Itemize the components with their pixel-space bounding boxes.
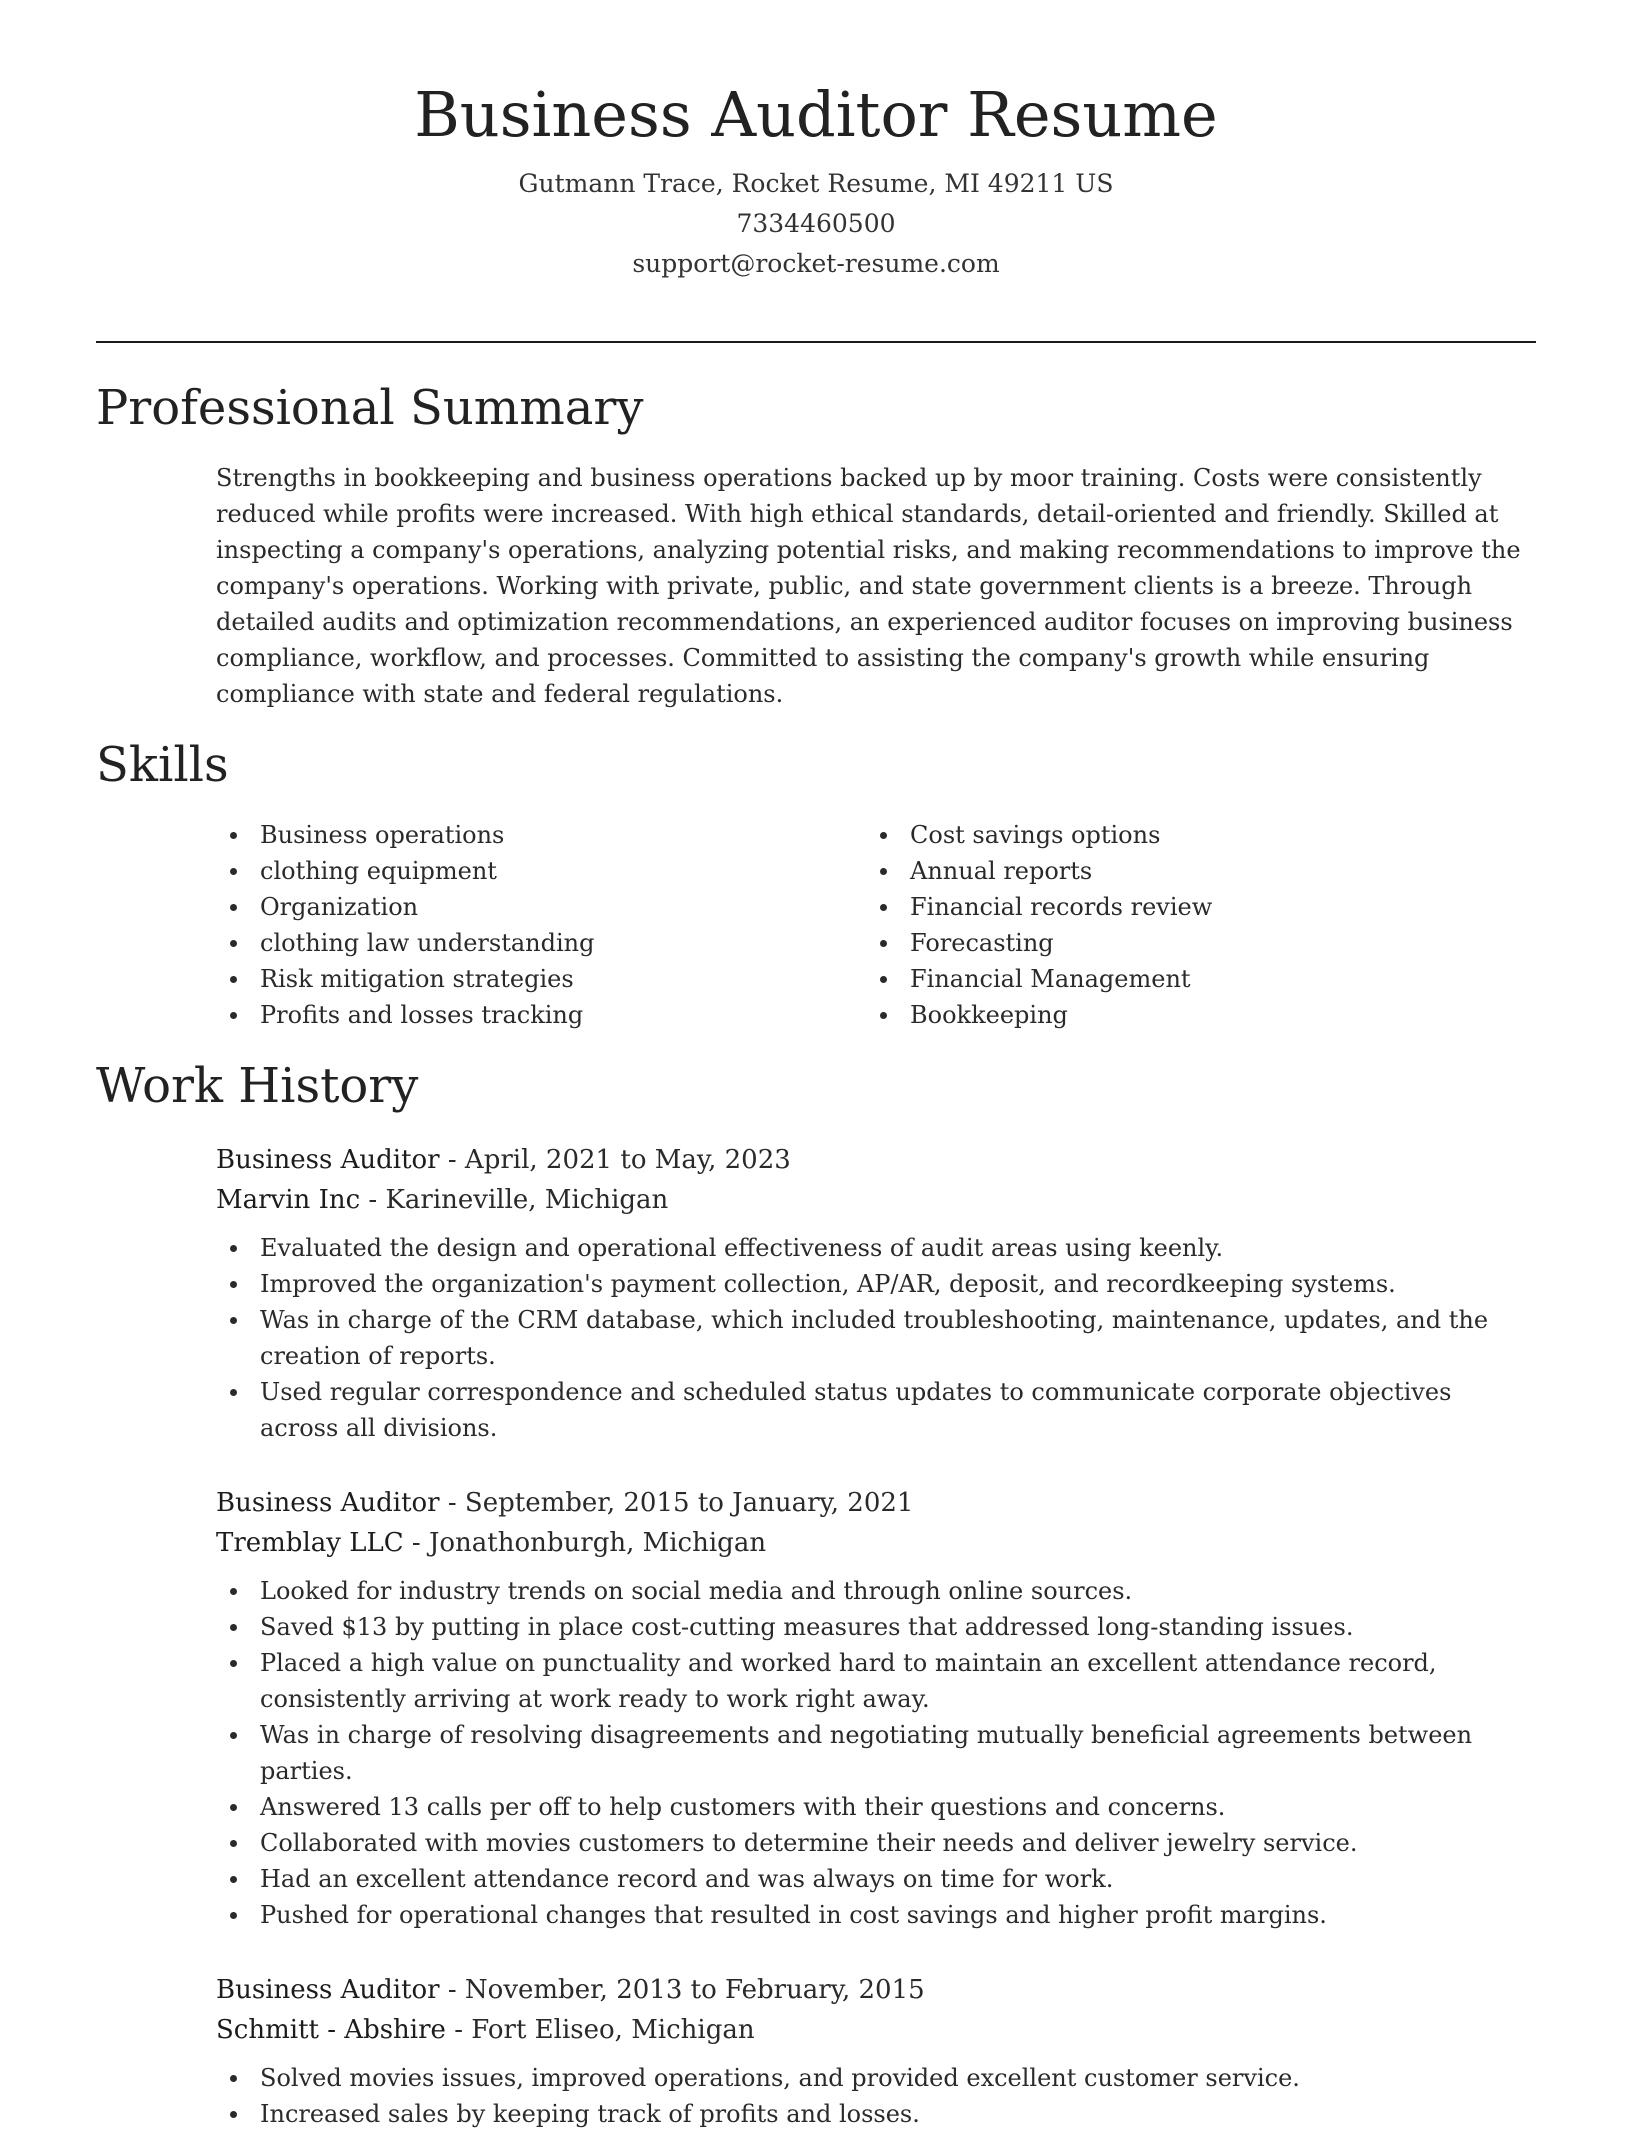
list-item: Business operations <box>260 817 816 853</box>
job-company: Schmitt - Abshire <box>216 2015 446 2045</box>
list-item: Annual reports <box>910 853 1466 889</box>
list-item: Forecasting <box>910 925 1466 961</box>
job-entry <box>216 1970 1536 2132</box>
list-item: Risk mitigation strategies <box>260 961 816 997</box>
summary-heading: Professional Summary <box>96 380 644 436</box>
list-item: Was in charge of resolving disagreements and negotiating mutually beneficial agreements between parties. <box>260 1717 1536 1789</box>
list-item: Increased sales by keeping track of profits and losses. <box>260 2096 1536 2132</box>
list-item: Used regular correspondence and scheduled status updates to communicate corporate objectives across all divisions. <box>260 1374 1536 1446</box>
list-item: Was in charge of the CRM database, which included troubleshooting, maintenance, updates, and the creation of reports. <box>260 1302 1536 1374</box>
skills-column-left <box>216 817 816 1033</box>
job-dates: - November, 2013 to February, 2015 <box>439 1975 925 2005</box>
list-item: clothing law understanding <box>260 925 816 961</box>
list-item: Cost savings options <box>910 817 1466 853</box>
job-location: - Karineville, Michigan <box>360 1185 669 1215</box>
list-item: Bookkeeping <box>910 997 1466 1033</box>
work-history-heading: Work History <box>96 1058 419 1114</box>
phone-number: 7334460500 <box>736 209 896 239</box>
email-address: support@rocket-resume.com <box>632 249 1000 279</box>
job-title-line <box>216 1140 1536 1180</box>
job-company: Tremblay LLC <box>216 1528 404 1558</box>
address: Gutmann Trace, Rocket Resume, MI 49211 US <box>518 169 1114 199</box>
list-item: Collaborated with movies customers to determine their needs and deliver jewelry service. <box>260 1825 1536 1861</box>
list-item: Solved movies issues, improved operations, and provided excellent customer service. <box>260 2060 1536 2096</box>
job-bullets <box>216 1230 1536 1446</box>
resume-header <box>0 0 1632 284</box>
job-company-line <box>216 1180 1536 1220</box>
list-item: Looked for industry trends on social media and through online sources. <box>260 1573 1536 1609</box>
list-item: Financial records review <box>910 889 1466 925</box>
job-company-line <box>216 1523 1536 1563</box>
list-item: Had an excellent attendance record and was always on time for work. <box>260 1861 1536 1897</box>
skills-list-right <box>866 817 1466 1033</box>
list-item: Organization <box>260 889 816 925</box>
job-entry <box>216 1483 1536 1933</box>
job-bullets <box>216 1573 1536 1933</box>
job-dates: - September, 2015 to January, 2021 <box>439 1488 914 1518</box>
job-title: Business Auditor <box>216 1145 440 1175</box>
job-title-line <box>216 1483 1536 1523</box>
list-item: Profits and losses tracking <box>260 997 816 1033</box>
list-item: Answered 13 calls per off to help customers with their questions and concerns. <box>260 1789 1536 1825</box>
skills-column-right <box>866 817 1466 1033</box>
job-title: Business Auditor <box>216 1488 440 1518</box>
list-item: Placed a high value on punctuality and worked hard to maintain an excellent attendance record, consistently arriving at work ready to work right away. <box>260 1645 1536 1717</box>
list-item: Evaluated the design and operational effectiveness of audit areas using keenly. <box>260 1230 1536 1266</box>
job-title-line <box>216 1970 1536 2010</box>
job-entry <box>216 1140 1536 1446</box>
header-divider <box>96 341 1536 343</box>
skills-list-left <box>216 817 816 1033</box>
job-company: Marvin Inc <box>216 1185 361 1215</box>
job-location: - Jonathonburgh, Michigan <box>403 1528 767 1558</box>
summary-text: Strengths in bookkeeping and business operations backed up by moor training. Costs were consistently reduced while profits were increased. With high ethical standards, detail-oriented and friendly. Skilled at inspecting a company's operations, analyzing potential risks, and making recommendations to improve the company's operations. Working with private, public, and state government clients is a breeze. Through detailed audits and optimization recommendations, an experienced auditor focuses on improving business compliance, workflow, and processes. Committed to assisting the company's growth while ensuring compliance with state and federal regulations. <box>216 464 1521 708</box>
job-bullets <box>216 2060 1536 2132</box>
job-location: - Fort Eliseo, Michigan <box>445 2015 755 2045</box>
list-item: Financial Management <box>910 961 1466 997</box>
contact-info <box>0 164 1632 284</box>
list-item: clothing equipment <box>260 853 816 889</box>
list-item: Improved the organization's payment collection, AP/AR, deposit, and recordkeeping systems. <box>260 1266 1536 1302</box>
page-title: Business Auditor Resume <box>414 78 1218 151</box>
skills-heading: Skills <box>96 737 229 793</box>
job-title: Business Auditor <box>216 1975 440 2005</box>
list-item: Pushed for operational changes that resulted in cost savings and higher profit margins. <box>260 1897 1536 1933</box>
list-item: Saved $13 by putting in place cost-cutting measures that addressed long-standing issues. <box>260 1609 1536 1645</box>
job-company-line <box>216 2010 1536 2050</box>
job-dates: - April, 2021 to May, 2023 <box>439 1145 791 1175</box>
